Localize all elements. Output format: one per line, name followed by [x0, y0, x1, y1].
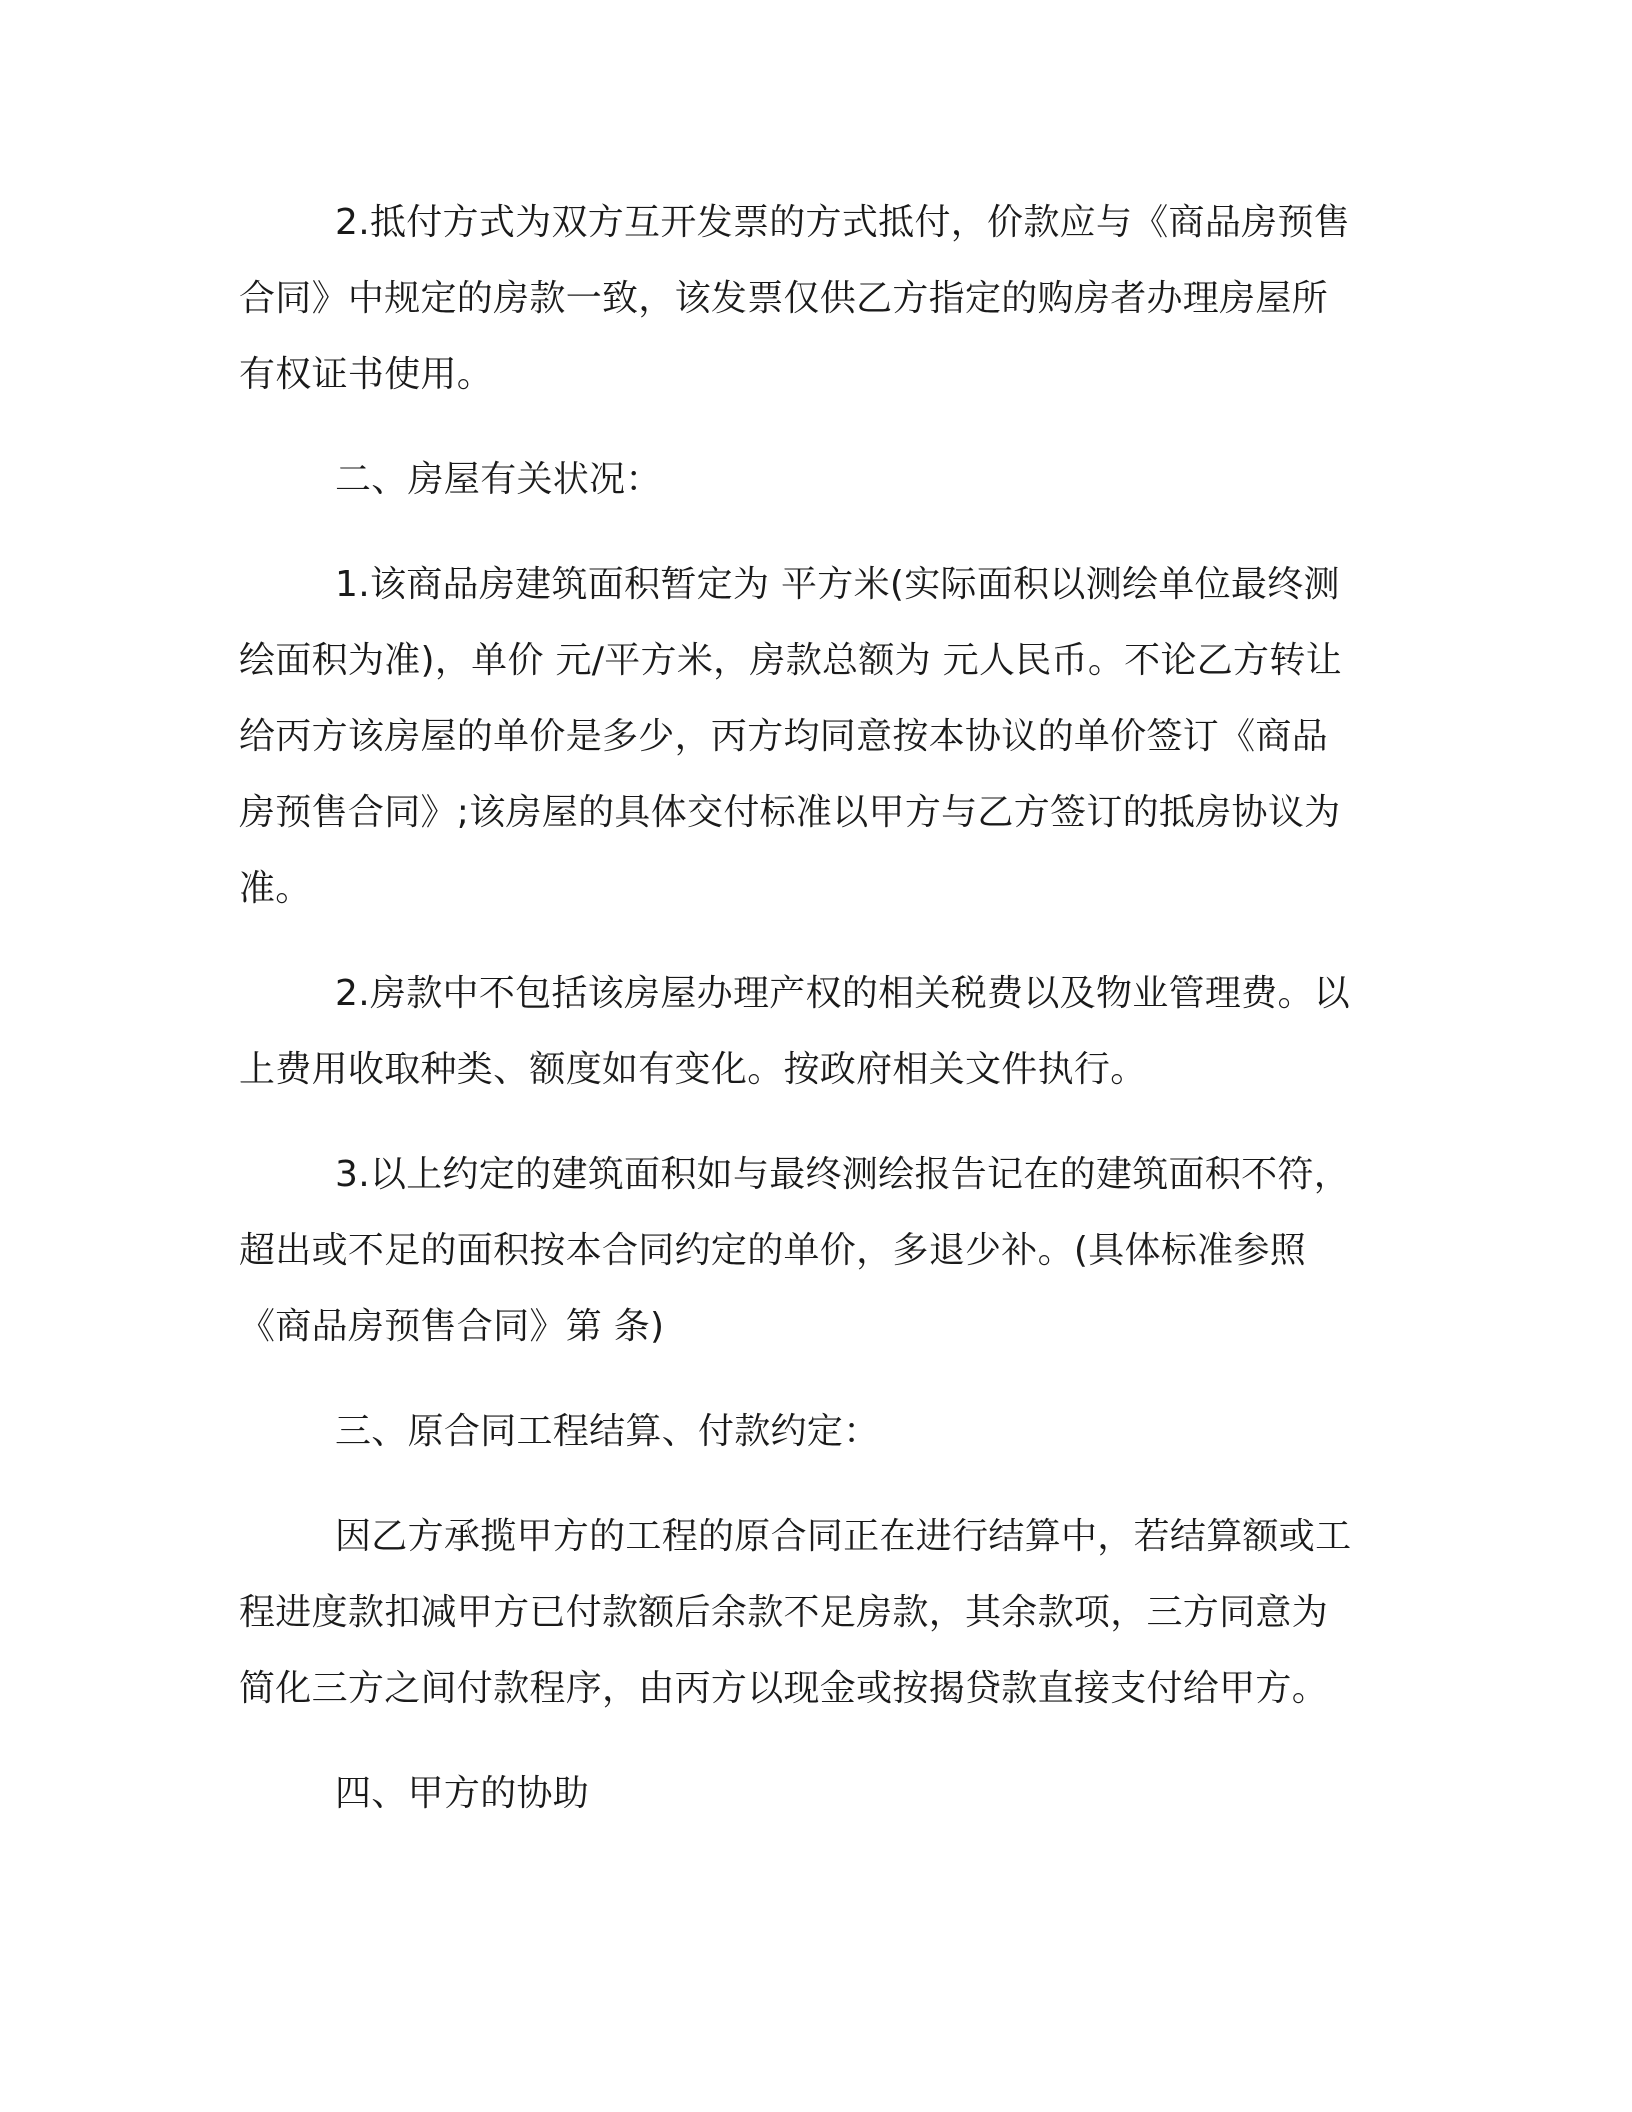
text-line: 绘面积为准)，单价 元/平方米，房款总额为 元人民币。不论乙方转让: [239, 640, 1342, 681]
text-line: 因乙方承揽甲方的工程的原合同正在进行结算中，若结算额或工: [335, 1516, 1352, 1557]
text-line: 简化三方之间付款程序，由丙方以现金或按揭贷款直接支付给甲方。: [239, 1668, 1329, 1709]
text-line: 《商品房预售合同》第 条): [239, 1306, 665, 1347]
section-heading-party-a-assistance: [239, 1756, 1379, 1832]
paragraph-settlement-payment: [239, 1499, 1379, 1727]
text-line: 程进度款扣减甲方已付款额后余款不足房款，其余款项，三方同意为: [239, 1592, 1329, 1633]
text-line: 准。: [239, 868, 312, 909]
heading-text: 三、原合同工程结算、付款约定：: [335, 1411, 880, 1452]
text-line: 2.房款中不包括该房屋办理产权的相关税费以及物业管理费。以: [335, 973, 1351, 1014]
paragraph-offset-method: [239, 185, 1379, 413]
text-line: 房预售合同》;该房屋的具体交付标准以甲方与乙方签订的抵房协议为: [239, 792, 1341, 833]
text-line: 合同》中规定的房款一致，该发票仅供乙方指定的购房者办理房屋所: [239, 278, 1329, 319]
heading-text: 二、房屋有关状况：: [335, 459, 662, 500]
text-line: 1.该商品房建筑面积暂定为 平方米(实际面积以测绘单位最终测: [335, 564, 1340, 605]
paragraph-fees-excluded: [239, 956, 1379, 1108]
paragraph-area-and-price: [239, 547, 1379, 927]
text-line: 给丙方该房屋的单价是多少，丙方均同意按本协议的单价签订《商品: [239, 716, 1329, 757]
document-page: [239, 185, 1379, 1832]
section-heading-settlement: [239, 1394, 1379, 1470]
section-heading-house-status: [239, 442, 1379, 518]
text-line: 3.以上约定的建筑面积如与最终测绘报告记在的建筑面积不符，: [335, 1154, 1351, 1195]
text-line: 有权证书使用。: [239, 354, 494, 395]
text-line: 上费用收取种类、额度如有变化。按政府相关文件执行。: [239, 1049, 1147, 1090]
text-line: 超出或不足的面积按本合同约定的单价，多退少补。(具体标准参照: [239, 1230, 1307, 1271]
text-line: 2.抵付方式为双方互开发票的方式抵付，价款应与《商品房预售: [335, 202, 1351, 243]
heading-text: 四、甲方的协助: [335, 1773, 590, 1814]
paragraph-area-difference: [239, 1137, 1379, 1365]
